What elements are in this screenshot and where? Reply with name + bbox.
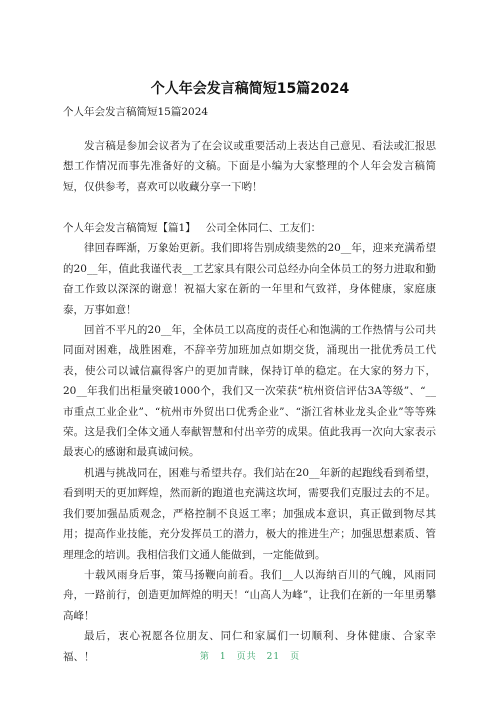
footer-current-page: 1 [219, 652, 227, 662]
page-title: 个人年会发言稿简短15篇2024 [150, 81, 350, 97]
footer-of-label: 页共 [236, 652, 257, 662]
intro-section [63, 136, 436, 197]
body-paragraph: 回首不平凡的20__年，全体员工以高度的责任心和饱满的工作热情与公司共同面对困难，战胜困难，不辞辛劳加班加点如期交货，涌现出一批优秀员工代表，使公司以诚信赢得客户的更加青睐，保持订单的稳定。在大家的努力下，20__年我们出柜量突破1000个，我们又一次荣获“杭州资信评估3A等级”、“__市重点工业企业”、“杭州市外贸出口优秀企业”、“浙江省林业龙头企业”等等殊荣。这是我们全体文通人奉献智慧和付出辛劳的成果。值此我再一次向大家表示最衷心的感谢和最真诚问候。 [63, 324, 436, 459]
section-heading-line [63, 218, 436, 238]
footer-unit: 页 [290, 652, 301, 662]
page-footer [0, 649, 500, 662]
document-subtitle: 个人年会发言稿简短15篇2024 [63, 106, 209, 118]
body-paragraph: 机遇与挑战同在，困难与希望共存。我们站在20__年新的起跑线看到希望，看到明天的更加辉煌，然而新的跑道也充满这坎坷，需要我们克服过去的不足。我们要加强品质观念，严格控制不良返工率；加强成本意识，真正做到物尽其用；提高作业技能，充分发挥员工的潜力，极大的推进生产；加强思想素质、管理理念的培训。我相信我们文通人能做到，一定能做到。 [63, 466, 436, 561]
body-paragraph: 律回春晖渐，万象始更新。我们即将告别成绩斐然的20__年，迎来充满希望的20__年，值此我谨代表__工艺家具有限公司总经办向全体员工的努力进取和勤奋工作致以深深的谢意！祝福大家在新的一年里和气致祥，身体健康，家庭康泰，万事如意！ [63, 242, 436, 316]
body-paragraph: 最后，衷心祝愿各位朋友、同仁和家属们一切顺利、身体健康、合家幸福、！ [63, 630, 436, 663]
footer-total-pages: 21 [266, 652, 281, 662]
footer-page-prefix: 第 [199, 652, 210, 662]
section-heading: 个人年会发言稿简短【篇1】 [63, 222, 196, 234]
intro-paragraph: 发言稿是参加会议者为了在会议或重要活动上表达自己意见、看法或汇报思想工作情况而事先准备好的文稿。下面是小编为大家整理的个人年会发言稿简短，仅供参考，喜欢可以收藏分享一下哟！ [63, 140, 436, 193]
body-paragraph: 十载风雨身后事，策马扬鞭向前看。我们__人以海纳百川的气魄，风雨同舟，一路前行，创造更加辉煌的明天！“山高人为峰”，让我们在新的一年里勇攀高峰！ [63, 568, 436, 622]
article-body [63, 218, 436, 667]
salutation: 公司全体同仁、工友们： [205, 222, 322, 234]
